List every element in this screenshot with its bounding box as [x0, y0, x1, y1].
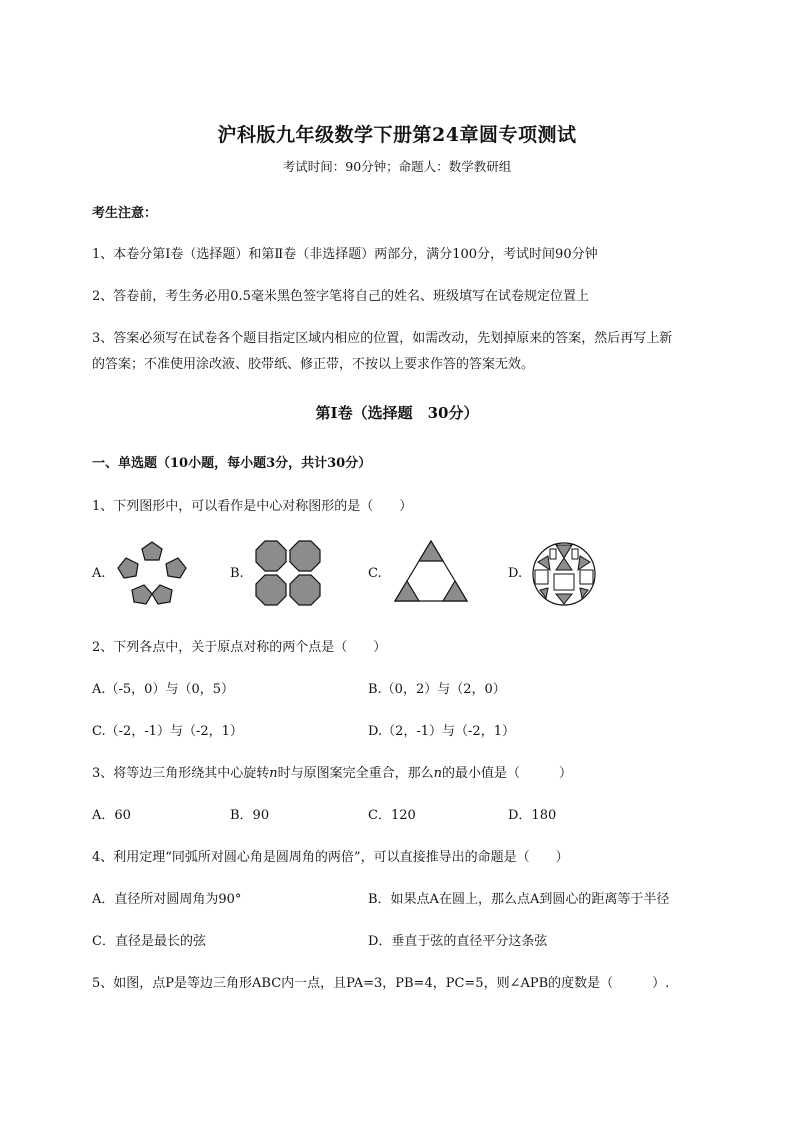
notice-item-1: 1、本卷分第I卷（选择题）和第Ⅱ卷（非选择题）两部分，满分100分，考试时间90分钟 [92, 247, 598, 262]
notice-item-3: 3、答案必须写在试卷各个题目指定区域内相应的位置，如需改动，先划掉原来的答案，然后再写上新 [92, 331, 673, 346]
q3-stem-part-1: 3、将等边三角形绕其中心旋转 [92, 766, 270, 781]
q1-option-b-label: B. [230, 566, 244, 581]
q2-option-d: D.（2，-1）与（-2，1） [368, 724, 515, 739]
q3-option-b: B．90 [230, 808, 270, 823]
q4-option-c: C．直径是最长的弦 [92, 934, 206, 949]
q2-option-b: B.（0，2）与（2，0） [368, 682, 506, 697]
q2-option-c: C.（-2，-1）与（-2，1） [92, 724, 243, 739]
q4-option-d: D．垂直于弦的直径平分这条弦 [368, 934, 548, 949]
q1-stem: 1、下列图形中，可以看作是中心对称图形的是（ ） [92, 499, 413, 514]
q2-stem: 2、下列各点中，关于原点对称的两个点是（ ） [92, 640, 387, 655]
page-title: 沪科版九年级数学下册第24章圆专项测试 [217, 124, 577, 146]
notice-item-2: 2、答卷前，考生务必用0.5毫米黑色签字笔将自己的姓名、班级填写在试卷规定位置上 [92, 289, 589, 304]
q2-option-a: A.（-5，0）与（0，5） [92, 682, 234, 697]
notice-heading: 考生注意： [92, 206, 158, 221]
q1-figure-c [393, 538, 469, 604]
q3-stem-part-3: 的最小值是（ ） [442, 766, 573, 781]
q1-figure-b [253, 538, 323, 608]
q3-option-c: C．120 [368, 808, 416, 823]
q3-option-d: D．180 [508, 808, 557, 823]
q4-stem: 4、利用定理“同弧所对圆心角是圆周角的两倍”，可以直接推导出的命题是（ ） [92, 850, 569, 865]
q3-stem-part-2: 时与原图案完全重合，那么 [277, 766, 434, 781]
exam-info: 考试时间：90分钟；命题人：数学教研组 [282, 159, 512, 174]
q3-stem [92, 762, 572, 781]
q3-option-a: A．60 [92, 808, 131, 823]
q3-variable-n: n [269, 766, 278, 781]
q3-variable-n-2: n [433, 766, 443, 781]
q1-option-a-label: A. [92, 566, 106, 581]
q4-option-a: A．直径所对圆周角为90° [92, 892, 242, 907]
notice-item-3-cont: 的答案；不准使用涂改液、胶带纸、修正带，不按以上要求作答的答案无效。 [92, 357, 535, 372]
part-heading: 一、单选题（10小题，每小题3分，共计30分） [92, 456, 372, 471]
q1-figure-d [530, 540, 598, 608]
q5-stem: 5、如图，点P是等边三角形ABC内一点，且PA=3，PB=4，PC=5，则∠APB的度数是（ ）. [92, 976, 670, 991]
q1-option-d-label: D. [508, 566, 523, 581]
q1-figure-a [112, 538, 192, 608]
section-title: 第I卷（选择题 30分） [315, 404, 479, 422]
q1-option-c-label: C. [368, 566, 382, 581]
q4-option-b: B．如果点A在圆上，那么点A到圆心的距离等于半径 [368, 892, 670, 907]
